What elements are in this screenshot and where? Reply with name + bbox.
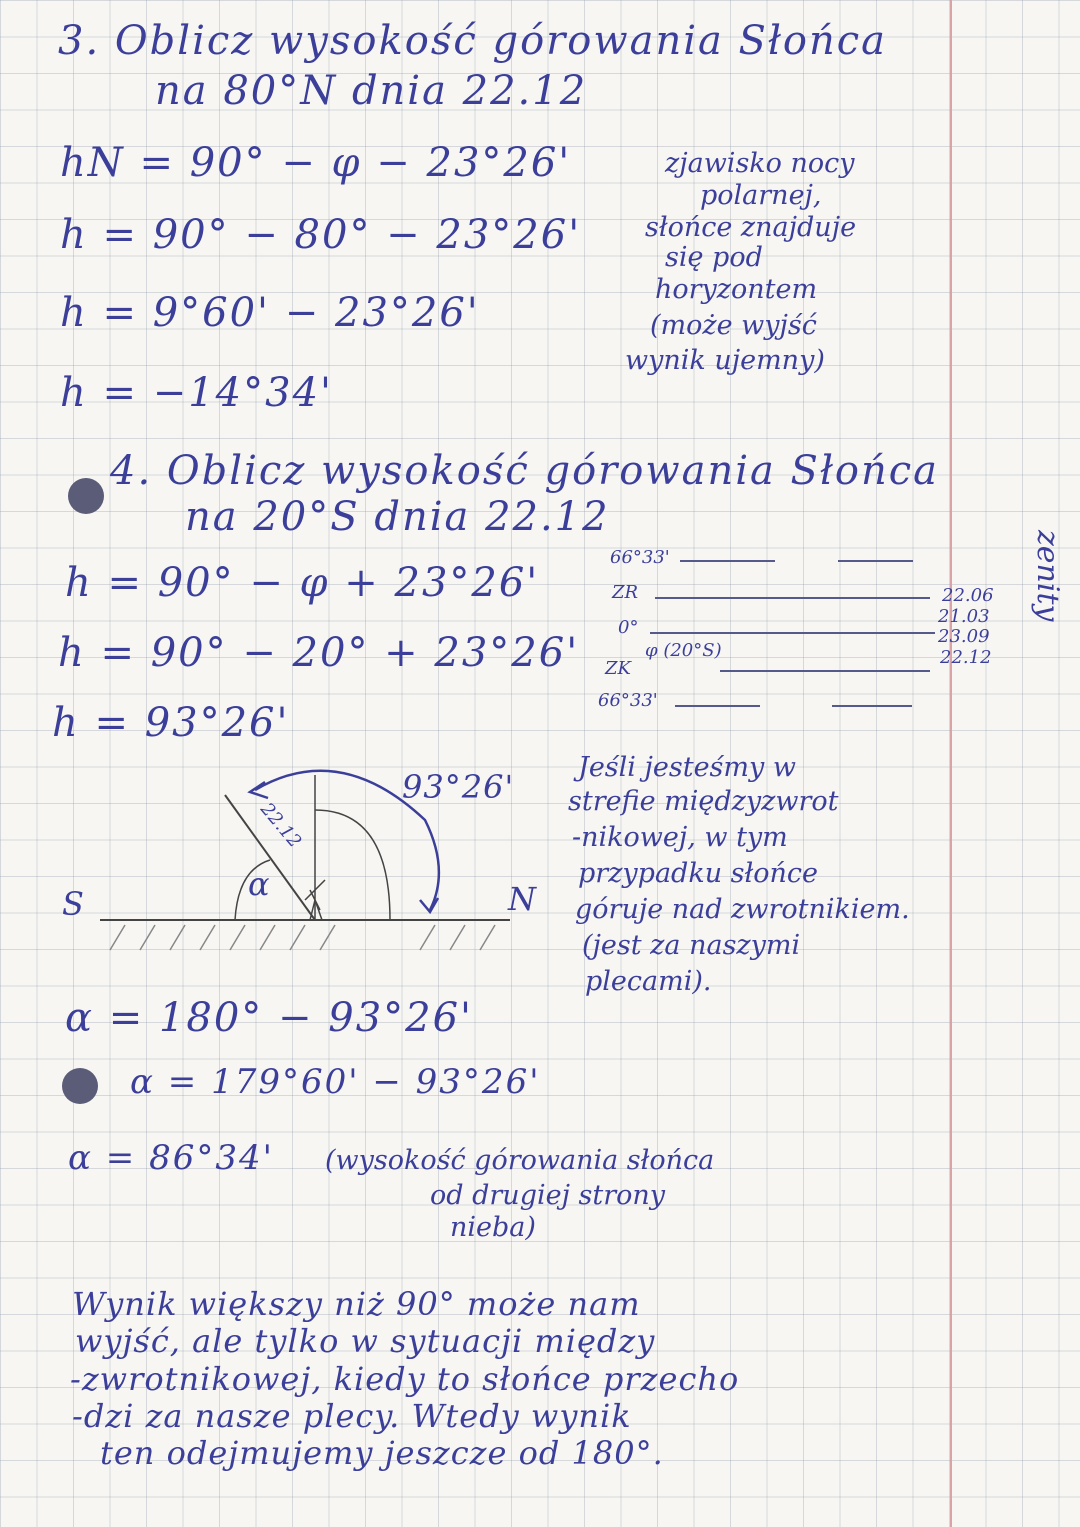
note-line: się pod: [665, 242, 763, 273]
task4-subtitle: na 20°S dnia 22.12: [185, 494, 610, 540]
binder-hole: [68, 478, 104, 514]
note-line: (może wyjść: [650, 310, 817, 341]
note-line: wynik ujemny): [625, 345, 825, 376]
angle-label: 93°26': [402, 768, 515, 806]
level-label: 0°: [618, 617, 639, 638]
date-label: 21.03: [938, 606, 990, 627]
note-line: góruje nad zwrotnikiem.: [575, 894, 910, 925]
note-line: (jest za naszymi: [582, 930, 801, 961]
conclusion-line: -zwrotnikowej, kiedy to słońce przecho: [70, 1360, 740, 1398]
equation: h = 93°26': [52, 700, 290, 746]
north-label: N: [508, 880, 537, 918]
equation: h = 90° − 20° + 23°26': [58, 630, 580, 676]
equation: hN = 90° − φ − 23°26': [60, 140, 572, 186]
date-label: 23.09: [938, 626, 990, 647]
note-line: zjawisko nocy: [665, 148, 855, 179]
alpha-equation: α = 86°34': [68, 1138, 274, 1178]
note-line: Jeśli jesteśmy w: [578, 752, 796, 783]
phi-label: φ (20°S): [645, 640, 722, 661]
south-label: S: [62, 885, 85, 923]
conclusion-line: wyjść, ale tylko w sytuacji między: [75, 1322, 656, 1360]
conclusion-line: Wynik większy niż 90° może nam: [72, 1285, 641, 1323]
conclusion-line: ten odejmujemy jeszcze od 180°.: [100, 1434, 664, 1472]
note-line: słońce znajduje: [645, 212, 857, 243]
note-line: polarnej,: [700, 180, 822, 211]
equation: h = 90° − 80° − 23°26': [60, 212, 582, 258]
binder-hole: [62, 1068, 98, 1104]
date-label: 22.12: [256, 799, 306, 852]
task3-title: 3. Oblicz wysokość górowania Słońca: [58, 18, 888, 64]
equation: h = −14°34': [60, 370, 334, 416]
alpha-equation: α = 180° − 93°26': [65, 995, 474, 1041]
note-line: plecami).: [585, 966, 712, 997]
task4-title: 4. Oblicz wysokość górowania Słońca: [110, 448, 940, 494]
zenith-label: zenity: [1030, 530, 1065, 622]
task3-subtitle: na 80°N dnia 22.12: [155, 68, 588, 114]
page-margin-line: [950, 0, 952, 1527]
conclusion-line: -dzi za nasze plecy. Wtedy wynik: [72, 1397, 632, 1435]
note-line: strefie międzyzwrot: [568, 786, 839, 817]
level-label: 66°33': [598, 690, 658, 711]
equation: h = 9°60' − 23°26': [60, 290, 480, 336]
equation: h = 90° − φ + 23°26': [65, 560, 540, 606]
level-label: 66°33': [610, 547, 670, 568]
note-line: przypadku słońce: [578, 858, 819, 889]
alpha-note: od drugiej strony: [430, 1180, 666, 1211]
level-label: ZK: [605, 658, 631, 679]
note-line: -nikowej, w tym: [572, 822, 788, 853]
note-line: horyzontem: [655, 274, 818, 305]
date-label: 22.06: [942, 585, 994, 606]
alpha-note: nieba): [450, 1212, 536, 1243]
date-label: 22.12: [940, 647, 992, 668]
alpha-equation: α = 179°60' − 93°26': [130, 1062, 541, 1102]
level-label: ZR: [612, 582, 639, 603]
alpha-note: (wysokość górowania słońca: [325, 1145, 715, 1176]
alpha-label: α: [248, 865, 271, 903]
